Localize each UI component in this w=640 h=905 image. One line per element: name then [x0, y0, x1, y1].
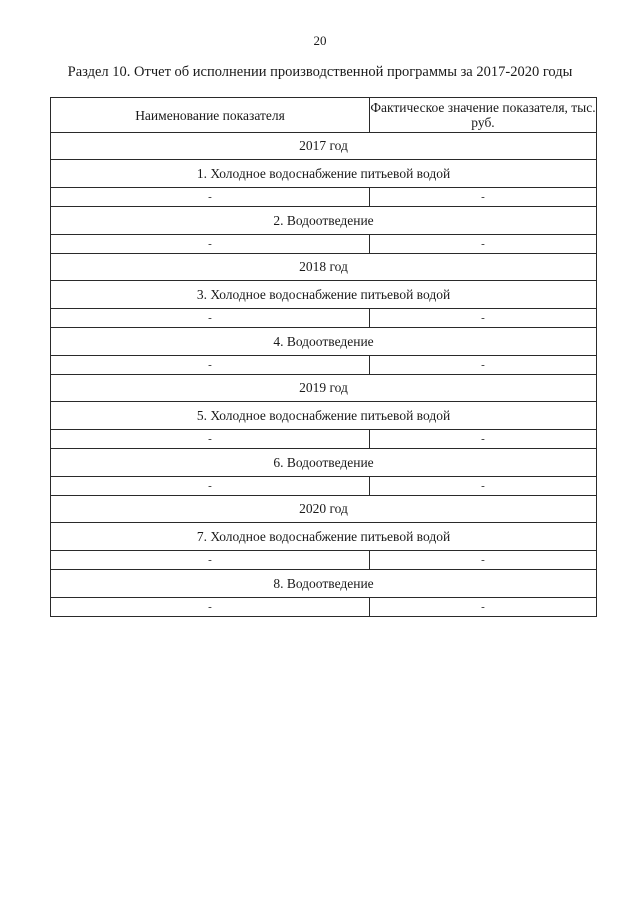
service-heading: 8. Водоотведение	[51, 570, 597, 598]
table-row-values	[51, 235, 597, 254]
service-heading: 7. Холодное водоснабжение питьевой водой	[51, 523, 597, 551]
cell-actual-value: -	[370, 551, 597, 570]
table-row-year	[51, 375, 597, 402]
cell-indicator-name: -	[51, 188, 370, 207]
service-heading: 4. Водоотведение	[51, 328, 597, 356]
service-heading: 5. Холодное водоснабжение питьевой водой	[51, 402, 597, 430]
report-table	[50, 97, 597, 617]
year-heading: 2020 год	[51, 496, 597, 523]
table-row-service	[51, 281, 597, 309]
service-heading: 2. Водоотведение	[51, 207, 597, 235]
table-row-values	[51, 551, 597, 570]
service-heading: 3. Холодное водоснабжение питьевой водой	[51, 281, 597, 309]
table-row-service	[51, 207, 597, 235]
table-body	[51, 133, 597, 617]
cell-indicator-name: -	[51, 598, 370, 617]
table-row-service	[51, 570, 597, 598]
section-title: Раздел 10. Отчет об исполнении производственной программы за 2017-2020 годы	[67, 64, 573, 80]
cell-actual-value: -	[370, 235, 597, 254]
table-row-service	[51, 523, 597, 551]
table-row-values	[51, 477, 597, 496]
cell-indicator-name: -	[51, 356, 370, 375]
table-row-year	[51, 133, 597, 160]
year-heading: 2017 год	[51, 133, 597, 160]
cell-actual-value: -	[370, 477, 597, 496]
table-row-values	[51, 430, 597, 449]
service-heading: 1. Холодное водоснабжение питьевой водой	[51, 160, 597, 188]
service-heading: 6. Водоотведение	[51, 449, 597, 477]
cell-indicator-name: -	[51, 309, 370, 328]
cell-actual-value: -	[370, 309, 597, 328]
table-row-values	[51, 598, 597, 617]
table-row-service	[51, 402, 597, 430]
table-row-service	[51, 328, 597, 356]
cell-indicator-name: -	[51, 477, 370, 496]
page-number: 20	[313, 33, 327, 48]
table-row-year	[51, 254, 597, 281]
table-row-service	[51, 160, 597, 188]
year-heading: 2019 год	[51, 375, 597, 402]
table-header-row	[51, 98, 597, 133]
cell-actual-value: -	[370, 598, 597, 617]
cell-actual-value: -	[370, 430, 597, 449]
column-header-indicator-name: Наименование показателя	[51, 98, 370, 133]
cell-indicator-name: -	[51, 551, 370, 570]
table-row-values	[51, 309, 597, 328]
cell-indicator-name: -	[51, 430, 370, 449]
cell-indicator-name: -	[51, 235, 370, 254]
table-row-values	[51, 188, 597, 207]
table-row-service	[51, 449, 597, 477]
year-heading: 2018 год	[51, 254, 597, 281]
cell-actual-value: -	[370, 356, 597, 375]
cell-actual-value: -	[370, 188, 597, 207]
table-row-year	[51, 496, 597, 523]
table-row-values	[51, 356, 597, 375]
column-header-actual-value: Фактическое значение показателя, тыс. руб.	[370, 98, 597, 133]
